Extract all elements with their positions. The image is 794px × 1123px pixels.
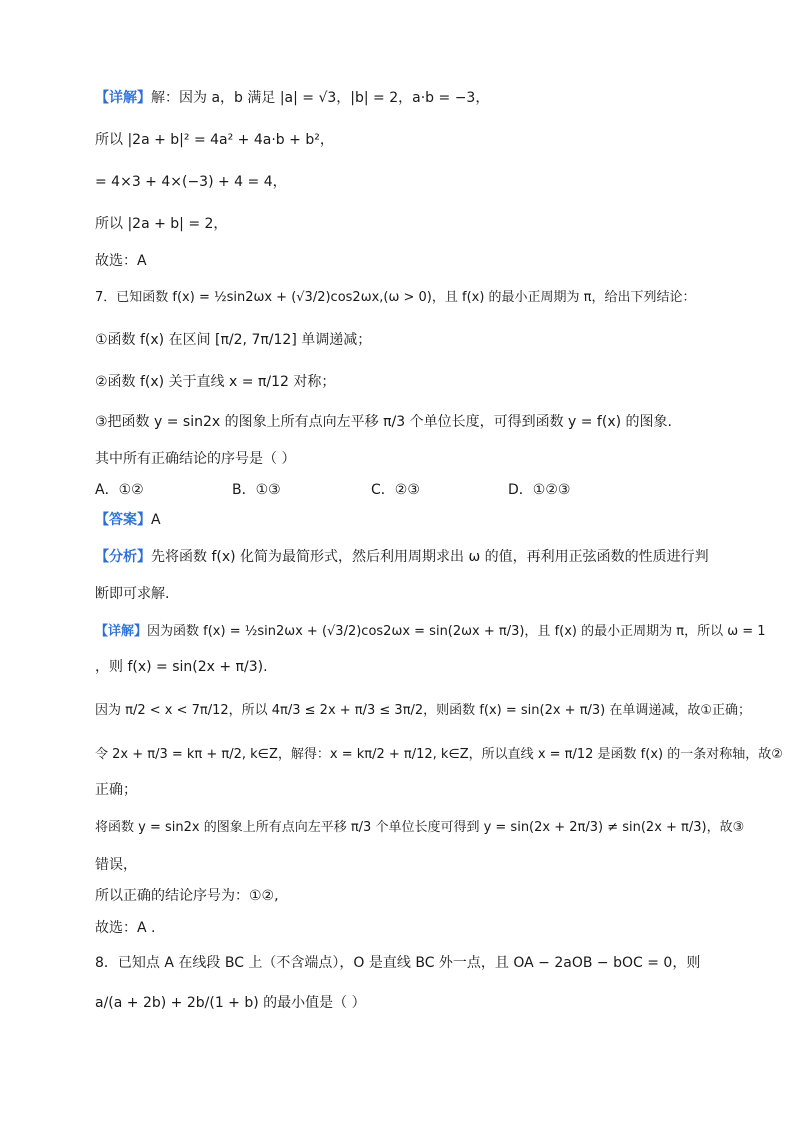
text: a/(a + 2b) + 2b/(1 + b) 的最小值是（ ） <box>95 995 366 1011</box>
text: 断即可求解. <box>95 586 170 602</box>
options-row <box>95 480 754 500</box>
text: = 4×3 + 4×(−3) + 4 = 4， <box>95 174 287 190</box>
text: 令 2x + π/3 = kπ + π/2, k∈Z，解得：x = kπ/2 + π/12, k∈Z，所以直线 x = π/12 是函数 f(x) 的一条对称轴，故② <box>95 747 783 762</box>
question-7-stem <box>95 288 754 308</box>
option-d: D．①②③ <box>508 482 571 498</box>
option-c: C．②③ <box>371 482 420 498</box>
question-prompt <box>95 449 754 469</box>
text: 7．已知函数 f(x) = ½sin2ωx + (√3/2)cos2ωx,(ω > 0)，且 f(x) 的最小正周期为 π，给出下列结论： <box>95 290 696 305</box>
solution-line-3 <box>95 172 754 192</box>
question-8-expression <box>95 993 754 1013</box>
detail-line-6 <box>95 818 754 838</box>
option-b: B．①③ <box>232 482 281 498</box>
text: 所以 |2a + b| = 2， <box>95 216 228 232</box>
text: 所以 |2a + b|² = 4a² + 4a·b + b²， <box>95 132 334 148</box>
text: 其中所有正确结论的序号是（ ） <box>95 451 296 467</box>
text: 8．已知点 A 在线段 BC 上（不含端点），O 是直线 BC 外一点，且 OA − 2aOB − bOC = 0，则 <box>95 955 701 971</box>
text: 因为函数 f(x) = ½sin2ωx + (√3/2)cos2ωx = sin(2ωx + π/3)，且 f(x) 的最小正周期为 π，所以 ω = 1 <box>147 624 766 639</box>
statement-3 <box>95 412 754 432</box>
text: 所以正确的结论序号为：①②, <box>95 888 279 904</box>
text: 故选：A . <box>95 920 156 936</box>
answer-tag: 【答案】 <box>95 512 151 528</box>
final-answer-line <box>95 918 754 938</box>
answer-line <box>95 251 754 271</box>
text: ，则 f(x) = sin(2x + π/3). <box>95 659 268 675</box>
solution-line-1 <box>95 88 754 108</box>
detail-line-3 <box>95 701 754 721</box>
option-a: A．①② <box>95 482 144 498</box>
text: A <box>151 512 161 528</box>
text: 解：因为 a，b 满足 |a| = √3，|b| = 2，a·b = −3， <box>151 90 490 106</box>
detail-tag: 【详解】 <box>95 624 148 639</box>
statement-1 <box>95 330 754 350</box>
answer-block <box>95 510 754 530</box>
analysis-tag: 【分析】 <box>95 549 151 565</box>
statement-2 <box>95 372 754 392</box>
text: ①函数 f(x) 在区间 [π/2, 7π/12] 单调递减； <box>95 332 372 348</box>
text: 先将函数 f(x) 化简为最简形式，然后利用周期求出 ω 的值，再利用正弦函数的性质进行判 <box>151 549 709 565</box>
question-8-stem <box>95 953 754 973</box>
text: 将函数 y = sin2x 的图象上所有点向左平移 π/3 个单位长度可得到 y = sin(2x + 2π/3) ≠ sin(2x + π/3)，故③ <box>95 820 745 835</box>
detail-line-2 <box>95 657 754 677</box>
solution-line-2 <box>95 130 754 150</box>
detail-line-1 <box>95 622 766 642</box>
text: 故选：A <box>95 253 147 269</box>
text: 正确； <box>95 782 137 798</box>
conclusion-line <box>95 886 754 906</box>
detail-line-4 <box>95 745 783 765</box>
solution-line-4 <box>95 214 754 234</box>
analysis-line-2 <box>95 584 754 604</box>
detail-tag: 【详解】 <box>95 90 151 106</box>
text: ②函数 f(x) 关于直线 x = π/12 对称； <box>95 374 336 390</box>
detail-line-7 <box>95 855 754 875</box>
text: 错误， <box>95 857 137 873</box>
detail-line-5 <box>95 780 754 800</box>
analysis-line-1 <box>95 547 754 567</box>
text: 因为 π/2 < x < 7π/12，所以 4π/3 ≤ 2x + π/3 ≤ 3π/2，则函数 f(x) = sin(2x + π/3) 在单调递减，故①正确； <box>95 703 752 718</box>
text: ③把函数 y = sin2x 的图象上所有点向左平移 π/3 个单位长度，可得到函数 y = f(x) 的图象. <box>95 414 672 430</box>
